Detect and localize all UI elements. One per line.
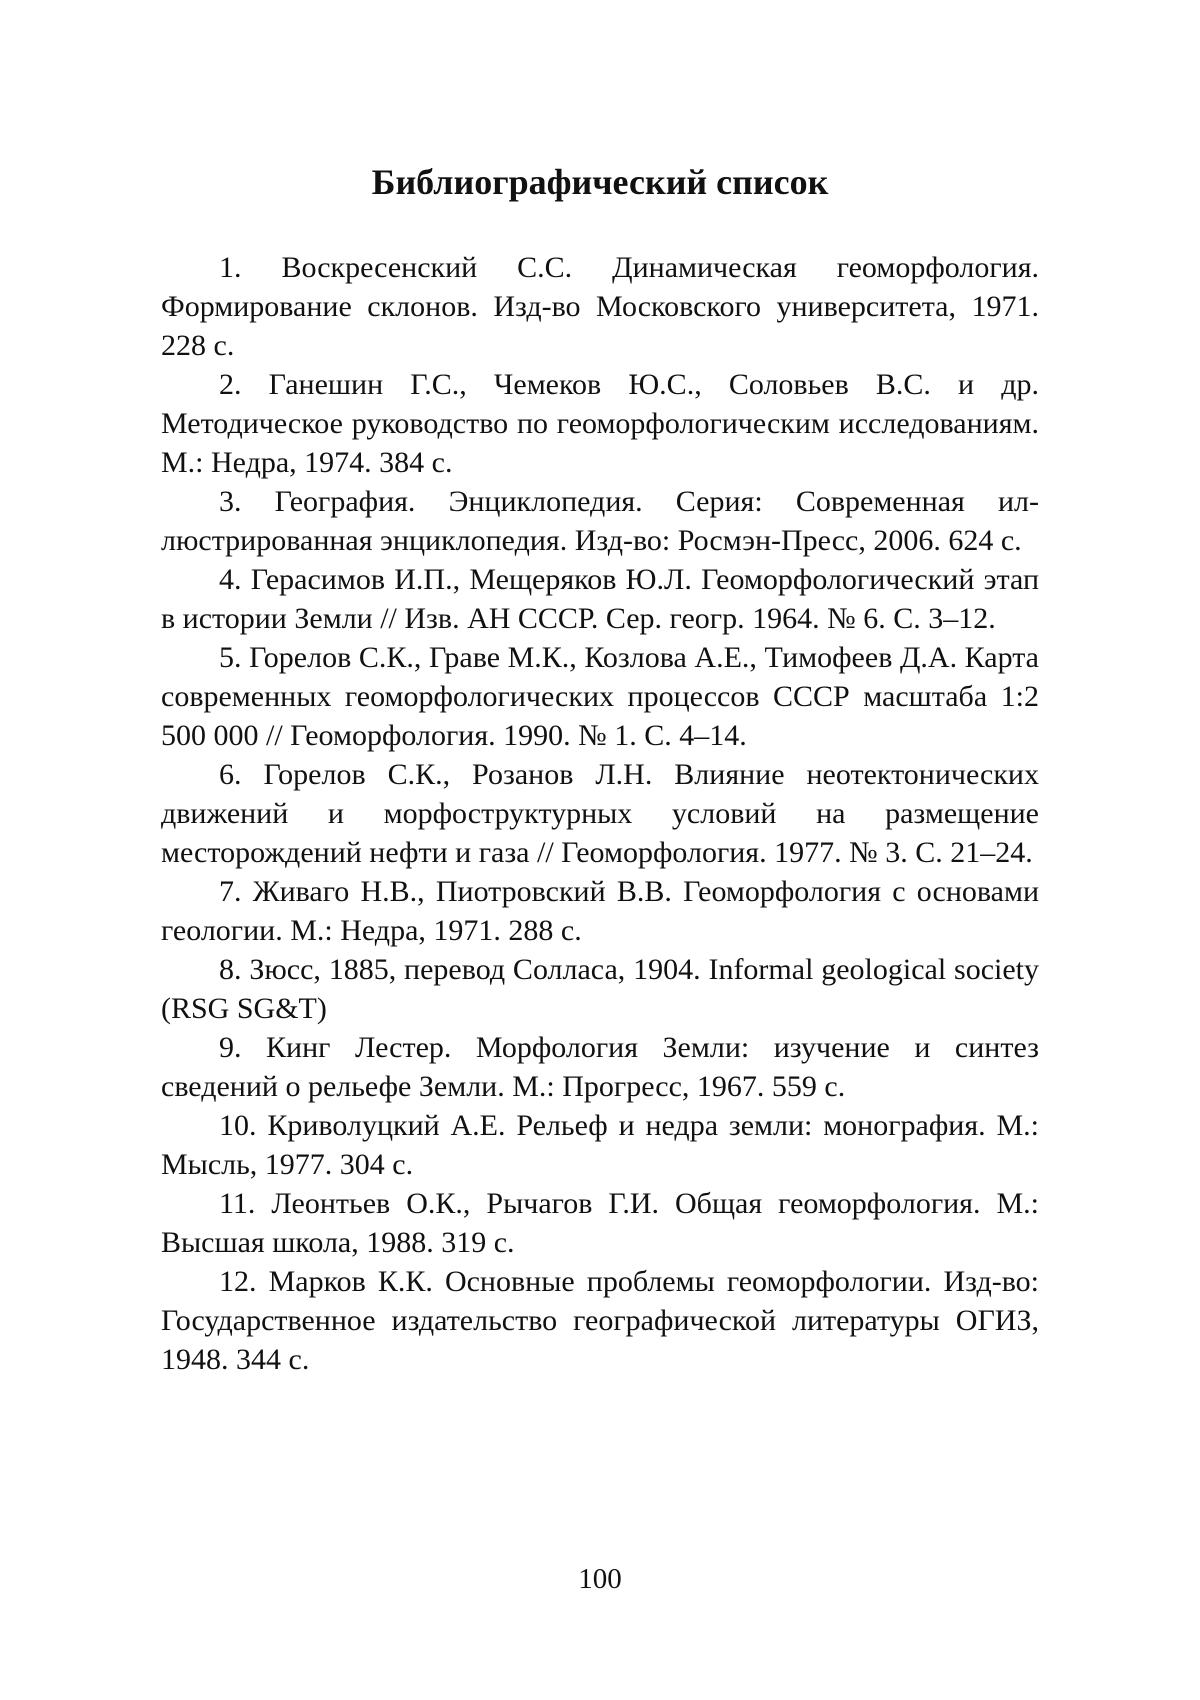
entry-text: Воскресенский С.С. Динамическая геоморфология. Формирование склонов. Изд-во Московского университета, 1971. 228 с. xyxy=(161,251,1039,362)
bibliography-entry xyxy=(161,872,1039,950)
entry-number: 7. xyxy=(219,875,242,908)
entry-number: 9. xyxy=(219,1031,242,1064)
entry-number: 10. xyxy=(219,1109,257,1142)
bibliography-entry xyxy=(161,638,1039,755)
bibliography-entry xyxy=(161,365,1039,482)
entry-text: Криволуцкий А.Е. Рельеф и недра земли: монография. М.: Мысль, 1977. 304 с. xyxy=(161,1109,1039,1181)
entry-number: 4. xyxy=(219,563,242,596)
entry-number: 6. xyxy=(219,758,242,791)
entry-text: Ганешин Г.С., Чемеков Ю.С., Соловьев В.С. и др. Методическое руководство по геоморфологическим исследованиям. М.: Недра, 1974. 384 с. xyxy=(161,368,1039,479)
bibliography-entry xyxy=(161,1184,1039,1262)
entry-text: Леонтьев О.К., Рычагов Г.И. Общая геоморфология. М.: Высшая школа, 1988. 319 с. xyxy=(161,1187,1040,1259)
bibliography-entry xyxy=(161,950,1039,1028)
entry-text: Кинг Лестер. Морфология Земли: изучение и синтез сведений о рельефе Земли. М.: Прогресс, 1967. 559 с. xyxy=(161,1031,1039,1103)
bibliography-entry xyxy=(161,482,1039,560)
entry-number: 3. xyxy=(219,485,242,518)
bibliography-entry xyxy=(161,1262,1039,1379)
entry-number: 8. xyxy=(219,953,242,986)
entry-number: 11. xyxy=(219,1187,256,1220)
entry-text: Герасимов И.П., Мещеряков Ю.Л. Геоморфологический этап в истории Земли // Изв. АН СССР. Сер. геогр. 1964. № 6. С. 3–12. xyxy=(161,563,1040,635)
entry-text: Горелов С.К., Граве М.К., Козлова А.Е., Тимофеев Д.А. Карта современных геоморфологических процессов СССР масштаба 1:2 500 000 // Геоморфология. 1990. № 1. С. 4–14. xyxy=(161,641,1039,752)
entry-number: 2. xyxy=(219,368,242,401)
page-title: Библиографический список xyxy=(371,162,829,202)
bibliography-entry xyxy=(161,755,1039,872)
entry-text: География. Энциклопедия. Серия: Современная иллюстрированная энциклопедия. Изд-во: Росмэн-Пресс, 2006. 624 с. xyxy=(161,485,1040,557)
entry-number: 1. xyxy=(219,251,242,284)
bibliography-entry xyxy=(161,560,1039,638)
bibliography-entry xyxy=(161,248,1039,365)
entry-text: Горелов С.К., Розанов Л.Н. Влияние неотектонических движений и морфоструктурных условий на размещение месторождений нефти и газа // Геоморфология. 1977. № 3. С. 21–24. xyxy=(161,758,1039,869)
page-number: 100 xyxy=(578,1563,622,1595)
bibliography-list xyxy=(161,248,1039,1379)
entry-text: Марков К.К. Основные проблемы геоморфологии. Изд-во: Государственное издательство географической литературы ОГИЗ, 1948. 344 с. xyxy=(161,1265,1039,1376)
entry-number: 5. xyxy=(219,641,242,674)
bibliography-entry xyxy=(161,1028,1039,1106)
bibliography-entry xyxy=(161,1106,1039,1184)
entry-number: 12. xyxy=(219,1265,257,1298)
entry-text: Зюсс, 1885, перевод Солласа, 1904. Informal geological society (RSG SG&T) xyxy=(161,953,1039,1025)
entry-text: Живаго Н.В., Пиотровский В.В. Геоморфология с основами геологии. М.: Недра, 1971. 288 с. xyxy=(161,875,1039,947)
